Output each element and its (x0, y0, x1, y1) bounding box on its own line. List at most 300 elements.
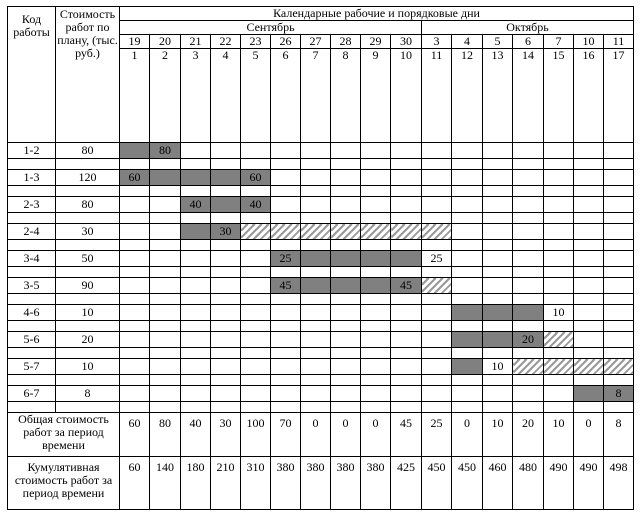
task-day-cell (301, 359, 331, 375)
task-spacer-row (8, 186, 634, 197)
task-day-cell (574, 278, 604, 294)
spacer-cell (331, 375, 361, 386)
total-value: 0 (331, 413, 361, 457)
spacer-cell (483, 321, 513, 332)
spacer-cell (604, 402, 634, 413)
spacer-cell (211, 294, 241, 305)
spacer-cell (301, 186, 331, 197)
spacer-cell (391, 240, 422, 251)
total-value: 20 (513, 413, 544, 457)
ordinal-day: 15 (544, 49, 574, 143)
task-day-cell (150, 224, 181, 240)
task-day-cell (483, 386, 513, 402)
spacer-cell (391, 375, 422, 386)
spacer-cell (544, 240, 574, 251)
spacer-cell (391, 321, 422, 332)
task-day-cell (452, 224, 483, 240)
task-day-cell (361, 197, 391, 213)
task-spacer-row (8, 267, 634, 278)
task-cost: 80 (56, 143, 120, 159)
task-day-cell (483, 170, 513, 186)
spacer-cell (8, 267, 56, 278)
ordinal-day: 13 (483, 49, 513, 143)
task-day-cell (361, 359, 391, 375)
spacer-cell (301, 159, 331, 170)
task-day-cell (574, 359, 604, 375)
spacer-cell (331, 240, 361, 251)
task-day-cell: 45 (271, 278, 301, 294)
task-cost: 30 (56, 224, 120, 240)
task-day-cell (181, 386, 211, 402)
task-row (8, 359, 634, 375)
spacer-cell (331, 213, 361, 224)
spacer-cell (181, 159, 211, 170)
task-day-cell (391, 251, 422, 267)
task-day-cell (181, 224, 211, 240)
spacer-cell (483, 348, 513, 359)
task-row (8, 305, 634, 321)
task-day-cell (604, 224, 634, 240)
spacer-cell (361, 240, 391, 251)
spacer-cell (513, 186, 544, 197)
spacer-cell (361, 159, 391, 170)
spacer-cell (452, 240, 483, 251)
calendar-day: 5 (483, 35, 513, 49)
task-day-cell (574, 224, 604, 240)
task-row (8, 224, 634, 240)
task-day-cell (181, 278, 211, 294)
spacer-cell (452, 159, 483, 170)
spacer-cell (331, 348, 361, 359)
spacer-cell (211, 321, 241, 332)
task-day-cell (331, 305, 361, 321)
spacer-cell (8, 186, 56, 197)
spacer-cell (331, 294, 361, 305)
task-day-cell: 30 (211, 224, 241, 240)
spacer-cell (150, 159, 181, 170)
spacer-cell (331, 159, 361, 170)
spacer-cell (56, 348, 120, 359)
task-day-cell (150, 332, 181, 348)
task-day-cell (331, 224, 361, 240)
task-day-cell (301, 197, 331, 213)
task-cost: 10 (56, 359, 120, 375)
task-cost: 10 (56, 305, 120, 321)
spacer-cell (361, 267, 391, 278)
spacer-cell (513, 159, 544, 170)
spacer-cell (513, 267, 544, 278)
spacer-cell (452, 186, 483, 197)
calendar-day: 23 (241, 35, 271, 49)
task-day-cell (391, 170, 422, 186)
task-day-cell (331, 251, 361, 267)
spacer-cell (301, 294, 331, 305)
task-day-cell (574, 305, 604, 321)
spacer-cell (422, 267, 452, 278)
task-day-cell (513, 386, 544, 402)
schedule-table (7, 6, 634, 510)
task-day-cell (361, 224, 391, 240)
total-value: 10 (544, 413, 574, 457)
spacer-cell (181, 294, 211, 305)
spacer-cell (56, 213, 120, 224)
task-day-cell (391, 359, 422, 375)
spacer-cell (513, 348, 544, 359)
spacer-cell (150, 348, 181, 359)
ordinal-day: 14 (513, 49, 544, 143)
task-day-cell (301, 305, 331, 321)
spacer-cell (483, 267, 513, 278)
cumulative-value: 490 (544, 457, 574, 510)
spacer-cell (574, 159, 604, 170)
spacer-cell (331, 267, 361, 278)
task-day-cell (391, 386, 422, 402)
task-day-cell (483, 332, 513, 348)
task-day-cell (120, 305, 150, 321)
spacer-cell (452, 213, 483, 224)
total-value: 0 (574, 413, 604, 457)
task-day-cell: 45 (391, 278, 422, 294)
task-day-cell (483, 305, 513, 321)
spacer-cell (422, 348, 452, 359)
task-day-cell (604, 332, 634, 348)
spacer-cell (544, 267, 574, 278)
spacer-cell (574, 240, 604, 251)
spacer-cell (452, 321, 483, 332)
spacer-cell (544, 186, 574, 197)
task-day-cell (301, 278, 331, 294)
task-cost: 8 (56, 386, 120, 402)
spacer-cell (56, 186, 120, 197)
task-day-cell (150, 197, 181, 213)
spacer-cell (120, 402, 150, 413)
task-day-cell (211, 386, 241, 402)
spacer-cell (391, 159, 422, 170)
task-day-cell (361, 251, 391, 267)
spacer-cell (241, 267, 271, 278)
spacer-cell (120, 321, 150, 332)
task-day-cell (181, 332, 211, 348)
task-day-cell (604, 251, 634, 267)
spacer-cell (241, 240, 271, 251)
task-day-cell (241, 143, 271, 159)
spacer-cell (483, 213, 513, 224)
task-day-cell (513, 278, 544, 294)
spacer-cell (271, 375, 301, 386)
spacer-cell (574, 348, 604, 359)
task-day-cell (150, 251, 181, 267)
spacer-cell (604, 213, 634, 224)
task-day-cell (574, 143, 604, 159)
task-day-cell (120, 197, 150, 213)
task-day-cell (452, 359, 483, 375)
totals-label: Общая стоимость работ за период времени (8, 413, 120, 457)
spacer-cell (150, 267, 181, 278)
task-day-cell (604, 305, 634, 321)
task-day-cell: 25 (271, 251, 301, 267)
task-day-cell (241, 386, 271, 402)
task-day-cell: 40 (181, 197, 211, 213)
calendar-header: Календарные рабочие и порядковые дни (120, 7, 634, 21)
task-day-cell (301, 224, 331, 240)
task-day-cell (181, 170, 211, 186)
task-day-cell: 80 (150, 143, 181, 159)
task-day-cell (513, 170, 544, 186)
cumulative-value: 380 (301, 457, 331, 510)
task-day-cell (120, 143, 150, 159)
ordinal-day: 10 (391, 49, 422, 143)
task-day-cell: 40 (241, 197, 271, 213)
spacer-cell (513, 240, 544, 251)
task-spacer-row (8, 321, 634, 332)
task-day-cell (422, 278, 452, 294)
month-header: Октябрь (422, 21, 634, 35)
spacer-cell (452, 348, 483, 359)
cumulative-value: 450 (422, 457, 452, 510)
task-day-cell (422, 386, 452, 402)
task-day-cell (513, 197, 544, 213)
spacer-cell (181, 186, 211, 197)
task-day-cell: 10 (544, 305, 574, 321)
spacer-cell (120, 375, 150, 386)
calendar-day: 7 (544, 35, 574, 49)
code-header: Код работы (8, 7, 56, 143)
ordinal-day: 4 (211, 49, 241, 143)
spacer-cell (574, 402, 604, 413)
task-day-cell (271, 197, 301, 213)
task-day-cell (544, 224, 574, 240)
task-day-cell (241, 224, 271, 240)
spacer-cell (56, 159, 120, 170)
spacer-cell (604, 375, 634, 386)
task-day-cell (574, 197, 604, 213)
task-spacer-row (8, 159, 634, 170)
spacer-cell (211, 348, 241, 359)
task-row (8, 386, 634, 402)
task-code: 5-6 (8, 332, 56, 348)
task-day-cell (452, 143, 483, 159)
calendar-day: 30 (391, 35, 422, 49)
task-day-cell (422, 170, 452, 186)
task-spacer-row (8, 240, 634, 251)
spacer-cell (181, 267, 211, 278)
task-day-cell (241, 359, 271, 375)
spacer-cell (483, 186, 513, 197)
totals-row (8, 413, 634, 457)
spacer-cell (241, 402, 271, 413)
task-day-cell (271, 224, 301, 240)
spacer-cell (211, 267, 241, 278)
task-code: 4-6 (8, 305, 56, 321)
spacer-cell (211, 240, 241, 251)
task-day-cell (422, 305, 452, 321)
spacer-cell (483, 294, 513, 305)
spacer-cell (56, 294, 120, 305)
task-day-cell (544, 386, 574, 402)
task-day-cell (544, 170, 574, 186)
ordinal-day: 3 (181, 49, 211, 143)
task-day-cell (241, 305, 271, 321)
task-cost: 90 (56, 278, 120, 294)
ordinal-day: 7 (301, 49, 331, 143)
cumulative-value: 490 (574, 457, 604, 510)
task-row (8, 332, 634, 348)
task-day-cell (361, 143, 391, 159)
ordinal-day: 9 (361, 49, 391, 143)
spacer-cell (331, 321, 361, 332)
spacer-cell (391, 213, 422, 224)
spacer-cell (331, 186, 361, 197)
task-day-cell (120, 359, 150, 375)
task-day-cell (181, 359, 211, 375)
spacer-cell (301, 402, 331, 413)
spacer-cell (150, 402, 181, 413)
calendar-day: 19 (120, 35, 150, 49)
spacer-cell (271, 294, 301, 305)
cumulative-label: Кумулятивная стоимость работ за период времени (8, 457, 120, 510)
spacer-cell (452, 294, 483, 305)
task-day-cell (574, 170, 604, 186)
task-day-cell (422, 197, 452, 213)
spacer-cell (8, 348, 56, 359)
task-day-cell (120, 278, 150, 294)
spacer-cell (452, 267, 483, 278)
spacer-cell (271, 213, 301, 224)
task-day-cell (452, 278, 483, 294)
task-day-cell (604, 359, 634, 375)
spacer-cell (120, 186, 150, 197)
spacer-cell (604, 348, 634, 359)
total-value: 60 (120, 413, 150, 457)
task-day-cell (301, 251, 331, 267)
task-day-cell (150, 170, 181, 186)
spacer-cell (574, 321, 604, 332)
spacer-cell (271, 267, 301, 278)
spacer-cell (120, 159, 150, 170)
cumulative-value: 310 (241, 457, 271, 510)
task-day-cell (604, 170, 634, 186)
task-day-cell (331, 332, 361, 348)
ordinal-day: 17 (604, 49, 634, 143)
spacer-cell (8, 402, 56, 413)
task-day-cell (331, 386, 361, 402)
task-day-cell: 25 (422, 251, 452, 267)
total-value: 10 (483, 413, 513, 457)
cumulative-value: 425 (391, 457, 422, 510)
spacer-cell (150, 186, 181, 197)
task-cost: 80 (56, 197, 120, 213)
spacer-cell (391, 294, 422, 305)
task-day-cell (150, 386, 181, 402)
header-row-calendar (8, 7, 634, 21)
month-header: Сентябрь (120, 21, 422, 35)
calendar-day: 26 (271, 35, 301, 49)
spacer-cell (513, 213, 544, 224)
spacer-cell (150, 375, 181, 386)
spacer-cell (181, 321, 211, 332)
task-day-cell (513, 143, 544, 159)
spacer-cell (574, 186, 604, 197)
spacer-cell (8, 240, 56, 251)
task-day-cell (211, 170, 241, 186)
spacer-cell (271, 159, 301, 170)
task-day-cell (211, 197, 241, 213)
spacer-cell (56, 240, 120, 251)
task-day-cell (120, 332, 150, 348)
task-day-cell: 8 (604, 386, 634, 402)
task-day-cell (301, 170, 331, 186)
calendar-day: 22 (211, 35, 241, 49)
task-day-cell (452, 332, 483, 348)
spacer-cell (422, 402, 452, 413)
task-day-cell (422, 143, 452, 159)
task-day-cell (181, 251, 211, 267)
spacer-cell (574, 294, 604, 305)
task-code: 3-4 (8, 251, 56, 267)
spacer-cell (211, 159, 241, 170)
task-day-cell (604, 197, 634, 213)
spacer-cell (513, 294, 544, 305)
task-day-cell (391, 224, 422, 240)
task-day-cell (544, 359, 574, 375)
spacer-cell (8, 375, 56, 386)
task-spacer-row (8, 294, 634, 305)
task-code: 5-7 (8, 359, 56, 375)
spacer-cell (241, 348, 271, 359)
ordinal-day: 6 (271, 49, 301, 143)
spacer-cell (604, 321, 634, 332)
ordinal-day: 8 (331, 49, 361, 143)
cumulative-value: 210 (211, 457, 241, 510)
task-day-cell (271, 332, 301, 348)
task-row (8, 143, 634, 159)
task-day-cell (150, 305, 181, 321)
spacer-cell (301, 348, 331, 359)
spacer-cell (361, 186, 391, 197)
spacer-cell (301, 321, 331, 332)
task-day-cell (271, 359, 301, 375)
spacer-cell (241, 213, 271, 224)
spacer-cell (120, 348, 150, 359)
task-day-cell (211, 332, 241, 348)
spacer-cell (361, 321, 391, 332)
task-day-cell (241, 278, 271, 294)
task-day-cell (271, 305, 301, 321)
task-day-cell (513, 305, 544, 321)
task-day-cell (391, 305, 422, 321)
task-day-cell (331, 359, 361, 375)
task-cost: 120 (56, 170, 120, 186)
spacer-cell (181, 348, 211, 359)
calendar-day: 6 (513, 35, 544, 49)
task-day-cell (271, 170, 301, 186)
spacer-cell (544, 375, 574, 386)
task-spacer-row (8, 348, 634, 359)
total-value: 30 (211, 413, 241, 457)
task-day-cell (483, 278, 513, 294)
spacer-cell (8, 159, 56, 170)
spacer-cell (604, 267, 634, 278)
total-value: 8 (604, 413, 634, 457)
spacer-cell (241, 159, 271, 170)
task-code: 2-4 (8, 224, 56, 240)
calendar-day: 4 (452, 35, 483, 49)
cost-header: Стоимость работ по плану, (тыс. руб.) (56, 7, 120, 143)
task-day-cell (452, 197, 483, 213)
spacer-cell (452, 375, 483, 386)
task-day-cell: 60 (120, 170, 150, 186)
task-day-cell (301, 386, 331, 402)
